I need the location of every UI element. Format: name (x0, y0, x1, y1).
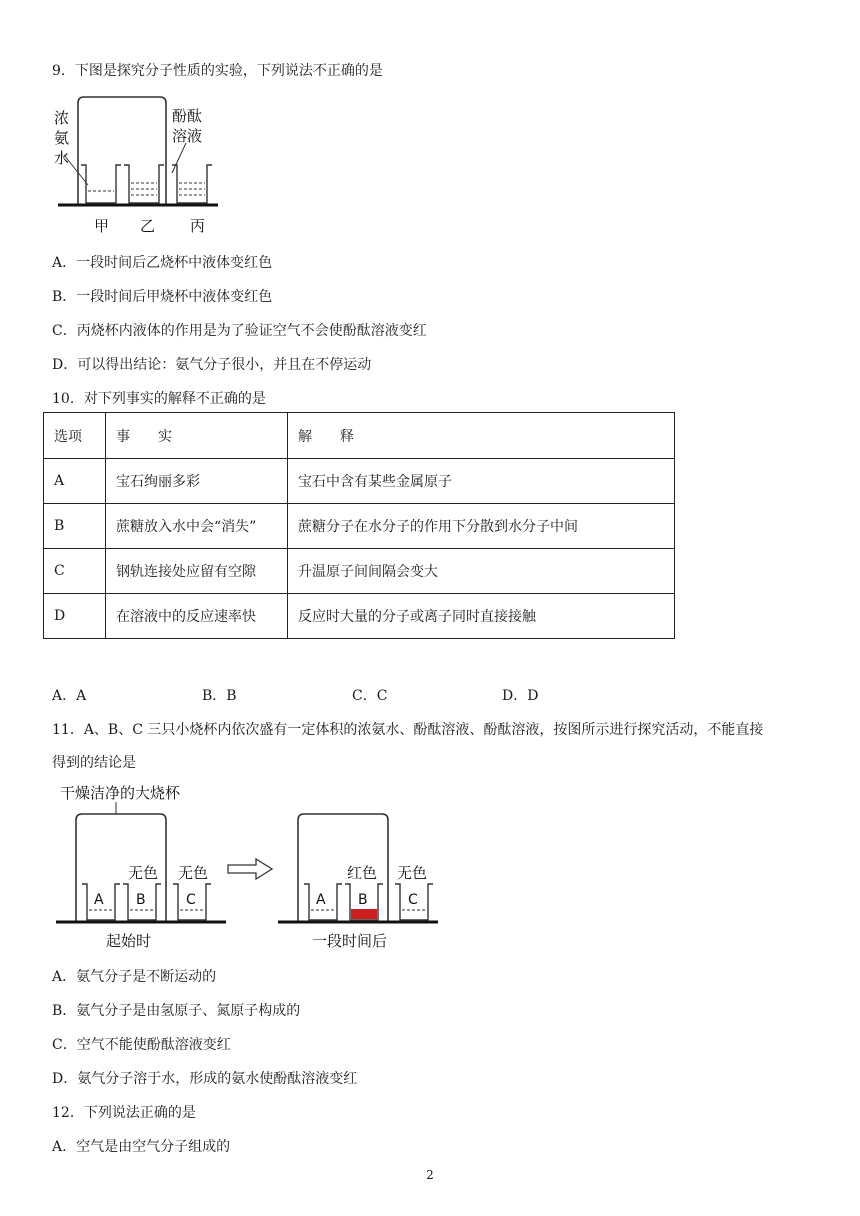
q11-start-beaker-a: A (94, 892, 104, 908)
q9-option-d: D．可以得出结论：氨气分子很小，并且在不停运动 (52, 357, 372, 373)
row-fact: 在溶液中的反应速率快 (106, 594, 288, 639)
q11-figure (50, 780, 442, 955)
row-explanation: 蔗糖分子在水分子的作用下分散到水分子中间 (288, 504, 675, 549)
q9-label-conc-ammonia-2: 氨 (54, 129, 70, 147)
q11-start-label-b: 无色 (128, 864, 159, 882)
q11-end-label-c: 无色 (397, 864, 428, 882)
q9-label-conc-ammonia-1: 浓 (54, 109, 70, 127)
q11-start-beaker-b: B (136, 892, 146, 908)
table-row (44, 549, 675, 594)
q9-option-a: A．一段时间后乙烧杯中液体变红色 (52, 255, 273, 271)
q10-option-d: D．D (502, 688, 539, 704)
q10-facts-table (43, 412, 675, 639)
q9-beaker-label-yi: 乙 (140, 217, 156, 235)
q9-label-phenolphthalein-1: 酚酞 (172, 107, 203, 125)
header-option: 选项 (44, 413, 106, 459)
row-option: C (44, 549, 106, 594)
header-fact: 事 实 (106, 413, 288, 459)
page-number: 2 (426, 1168, 434, 1182)
q11-end-beaker-b: B (358, 892, 368, 908)
q11-caption-dry-beaker: 干燥洁净的大烧杯 (60, 784, 181, 802)
q11-option-a: A．氨气分子是不断运动的 (52, 969, 217, 985)
q11-option-d: D．氨气分子溶于水，形成的氨水使酚酞溶液变红 (52, 1071, 358, 1087)
q12-stem: 12．下列说法正确的是 (52, 1105, 196, 1121)
row-option: A (44, 459, 106, 504)
q9-label-conc-ammonia-3: 水 (54, 149, 70, 167)
q9-stem: 9．下图是探究分子性质的实验，下列说法不正确的是 (52, 63, 383, 79)
table-row (44, 504, 675, 549)
q9-beaker-label-jia: 甲 (94, 217, 110, 235)
table-row (44, 459, 675, 504)
q10-option-c: C．C (352, 688, 388, 704)
q10-option-a: A．A (52, 688, 87, 704)
row-fact: 宝石绚丽多彩 (106, 459, 288, 504)
row-explanation: 升温原子间间隔会变大 (288, 549, 675, 594)
q10-stem: 10．对下列事实的解释不正确的是 (52, 391, 266, 407)
q9-beaker-label-bing: 丙 (190, 217, 206, 235)
q11-stem-line1: 11．A、B、C 三只小烧杯内依次盛有一定体积的浓氨水、酚酞溶液、酚酞溶液，按图所示进行探究活动，不能直接 (52, 722, 764, 738)
q9-label-phenolphthalein-2: 溶液 (172, 127, 203, 145)
row-fact: 蔗糖放入水中会“消失” (106, 504, 288, 549)
q11-start-label-c: 无色 (178, 864, 209, 882)
q11-end-beaker-c: C (408, 892, 418, 908)
row-option: D (44, 594, 106, 639)
row-explanation: 反应时大量的分子或离子同时直接接触 (288, 594, 675, 639)
q11-caption-start: 起始时 (106, 932, 152, 950)
q10-option-b: B．B (202, 688, 237, 704)
q11-red-liquid (351, 909, 377, 919)
q11-option-c: C．空气不能使酚酞溶液变红 (52, 1037, 231, 1053)
q11-end-label-b: 红色 (347, 864, 378, 882)
q11-option-b: B．氨气分子是由氢原子、氮原子构成的 (52, 1003, 301, 1019)
row-explanation: 宝石中含有某些金属原子 (288, 459, 675, 504)
q9-figure (50, 93, 230, 238)
q11-caption-end: 一段时间后 (312, 932, 388, 950)
header-explanation: 解 释 (288, 413, 675, 459)
q11-start-beaker-c: C (186, 892, 196, 908)
q12-option-a: A．空气是由空气分子组成的 (52, 1139, 231, 1155)
q9-option-b: B．一段时间后甲烧杯中液体变红色 (52, 289, 273, 305)
q11-arrow-icon (228, 859, 272, 879)
row-option: B (44, 504, 106, 549)
q9-option-c: C．丙烧杯内液体的作用是为了验证空气不会使酚酞溶液变红 (52, 323, 427, 339)
table-row (44, 594, 675, 639)
table-header-row (44, 413, 675, 459)
row-fact: 钢轨连接处应留有空隙 (106, 549, 288, 594)
q11-end-beaker-a: A (316, 892, 326, 908)
q11-stem-line2: 得到的结论是 (52, 755, 136, 771)
